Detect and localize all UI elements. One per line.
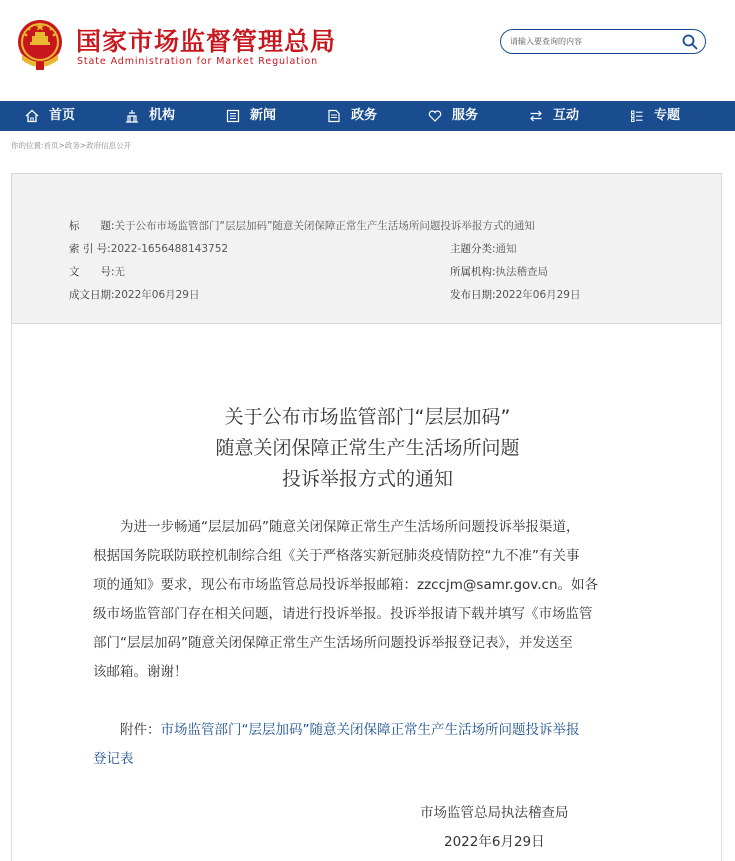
nav-label: 互动 (553, 108, 580, 123)
building-icon (125, 109, 139, 123)
meta-org-key: 所属机构: (450, 266, 496, 278)
heart-icon (428, 109, 442, 123)
breadcrumb-prefix: 你的位置: (11, 141, 44, 150)
main-nav (0, 101, 735, 131)
search-box (500, 29, 706, 54)
meta-docno-value: 无 (114, 266, 126, 278)
breadcrumb (11, 140, 131, 151)
signature-date: 2022年6月29日 (444, 834, 545, 850)
document-meta-box (11, 173, 722, 324)
meta-title-value: 关于公布市场监管部门“层层加码”随意关闭保障正常生产生活场所问题投诉举报方式的通知 (114, 220, 535, 232)
meta-docno-row (69, 264, 125, 279)
site-title[interactable]: 国家市场监督管理总局 (76, 27, 337, 56)
site-subtitle: State Administration for Market Regulation (77, 56, 318, 67)
nav-label: 专题 (654, 108, 681, 123)
meta-title-key: 标 题: (69, 220, 115, 232)
list-icon (630, 109, 644, 123)
document-title-line-2: 随意关闭保障正常生产生活场所问题 (215, 437, 520, 459)
nav-label: 新闻 (250, 108, 277, 123)
meta-published-value: 2022年06月29日 (495, 289, 581, 301)
nav-label: 政务 (351, 108, 378, 123)
document-title-line-3: 投诉举报方式的通知 (281, 468, 453, 490)
meta-index-value: 2022-1656488143752 (110, 243, 229, 255)
document-icon (327, 109, 341, 123)
attachment-block (93, 716, 641, 774)
meta-created-row (69, 287, 200, 302)
document-title-line-1: 关于公布市场监管部门“层层加码” (224, 406, 511, 428)
body-line: 根据国务院联防联控机制综合组《关于严格落实新冠肺炎疫情防控“九不准”有关事 (93, 548, 580, 564)
attachment-link[interactable]: 市场监管部门“层层加码”随意关闭保障正常生产生活场所问题投诉举报 (160, 722, 580, 738)
exchange-icon (529, 109, 543, 123)
meta-category-value: 通知 (495, 243, 517, 255)
meta-org-value: 执法稽查局 (495, 266, 549, 278)
meta-created-key: 成文日期: (69, 289, 115, 301)
meta-category-row (450, 241, 517, 256)
signature-org: 市场监管总局执法稽查局 (420, 805, 569, 821)
body-line: 该邮箱。谢谢！ (93, 664, 188, 680)
nav-label: 首页 (49, 108, 76, 123)
body-line: 项的通知》要求，现公布市场监管总局投诉举报邮箱：zzccjm@samr.gov.cn。如各 (93, 577, 599, 593)
national-emblem-icon[interactable] (14, 18, 66, 72)
attachment-line (93, 716, 641, 745)
breadcrumb-sep: > (79, 141, 87, 150)
meta-category-key: 主题分类: (450, 243, 496, 255)
breadcrumb-government-affairs[interactable]: 政务 (64, 141, 80, 150)
search-input[interactable] (510, 33, 670, 50)
breadcrumb-sep: > (58, 141, 65, 150)
meta-org-row (450, 264, 548, 279)
meta-docno-key: 文 号: (69, 266, 115, 278)
nav-label: 服务 (452, 108, 479, 123)
meta-published-row (450, 287, 581, 302)
attachment-label: 附件： (93, 722, 161, 738)
site-header (0, 0, 735, 101)
meta-published-key: 发布日期: (450, 289, 496, 301)
attachment-link-continued[interactable]: 登记表 (93, 751, 134, 767)
breadcrumb-info-disclosure[interactable]: 政府信息公开 (86, 141, 132, 150)
search-icon[interactable] (681, 33, 699, 51)
home-icon (25, 109, 39, 123)
news-icon (226, 109, 240, 123)
meta-index-row (69, 241, 228, 256)
body-line: 为进一步畅通“层层加码”随意关闭保障正常生产生活场所问题投诉举报渠道， (93, 519, 580, 535)
meta-title-row (69, 218, 535, 233)
meta-index-key: 索 引 号: (69, 243, 111, 255)
breadcrumb-home[interactable]: 首页 (43, 141, 59, 150)
document-body (93, 513, 641, 687)
attachment-line (93, 745, 641, 774)
body-line: 级市场监管部门存在相关问题，请进行投诉举报。投诉举报请下载并填写《市场监管 (93, 606, 593, 622)
meta-created-value: 2022年06月29日 (114, 289, 200, 301)
nav-label: 机构 (149, 108, 176, 123)
body-line: 部门“层层加码”随意关闭保障正常生产生活场所问题投诉举报登记表》，并发送至 (93, 635, 573, 651)
